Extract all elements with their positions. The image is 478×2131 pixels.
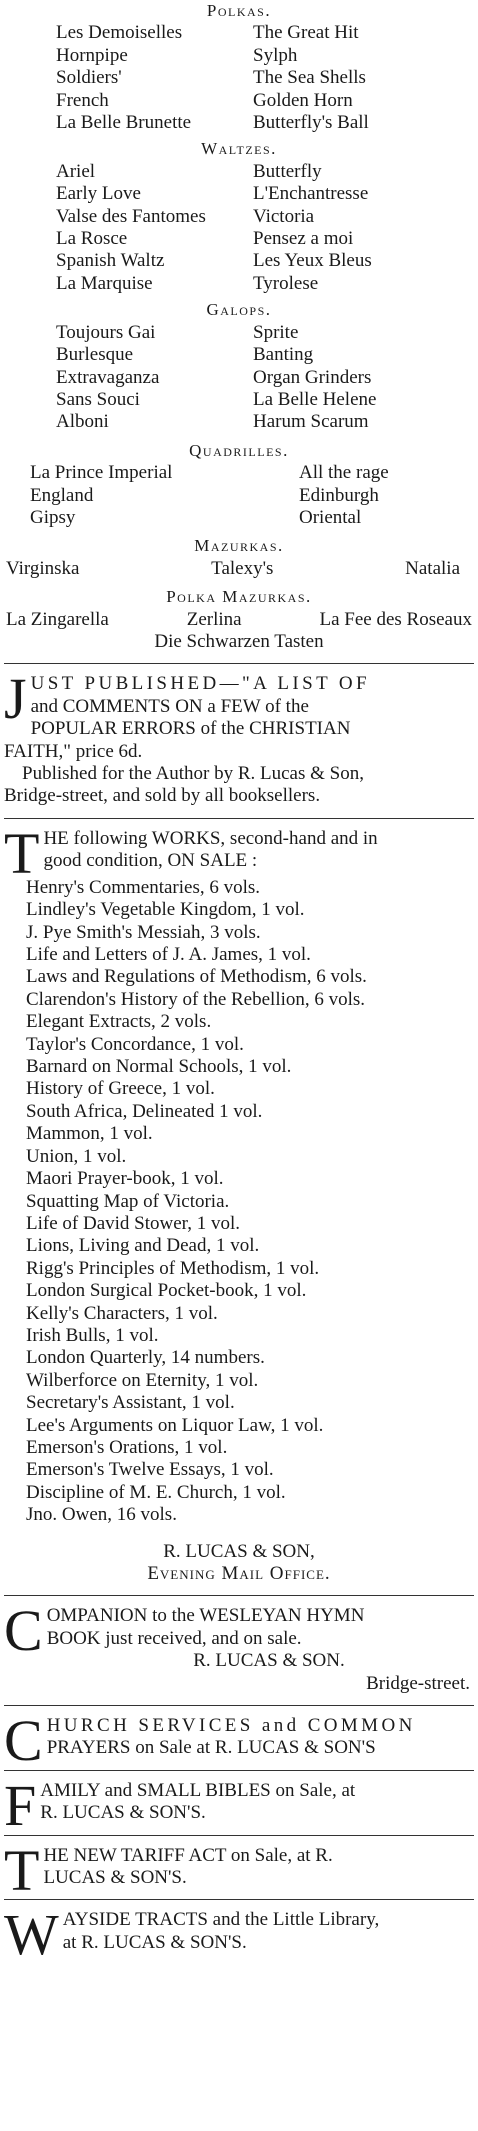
book-item: Elegant Extracts, 2 vols. [26, 1011, 212, 1033]
drop-cap: T [4, 1837, 40, 1903]
list-item: Banting [253, 344, 314, 366]
book-item: London Quarterly, 14 numbers. [26, 1347, 265, 1369]
waltzes-list [4, 161, 474, 295]
newspaper-column [4, 0, 474, 1968]
list-item: Alboni [56, 411, 109, 433]
ad-line: and COMMENTS ON a FEW of the [30, 695, 309, 717]
ad-line: Bridge-street, and sold by all booksellers. [4, 785, 321, 807]
ad-line: HE following WORKS, second-hand and in [43, 827, 378, 849]
mazurkas-heading: Mazurkas. [194, 536, 284, 556]
drop-cap: W [4, 1902, 59, 1968]
list-item: Pensez a moi [253, 228, 354, 250]
book-item: Emerson's Twelve Essays, 1 vol. [26, 1459, 274, 1481]
polkas-list [4, 22, 474, 134]
list-item: L'Enchantresse [253, 183, 369, 205]
signature-office: Evening Mail Office. [147, 1563, 331, 1584]
book-item: Maori Prayer-book, 1 vol. [26, 1168, 224, 1190]
signature-name: R. LUCAS & SON, [163, 1540, 315, 1562]
list-item: La Fee des Roseaux [319, 608, 472, 630]
waltzes-right-column [239, 161, 474, 295]
list-item: Golden Horn [253, 89, 353, 111]
polkas-left-column [4, 22, 239, 134]
divider [4, 1770, 474, 1771]
list-item: The Sea Shells [253, 67, 366, 89]
list-item: Gipsy [30, 506, 76, 528]
book-item: Clarendon's History of the Rebellion, 6 vols. [26, 988, 366, 1010]
list-item: Extravaganza [56, 366, 160, 388]
drop-cap: C [4, 1598, 43, 1664]
list-item: Early Love [56, 183, 141, 205]
book-item: Lions, Living and Dead, 1 vol. [26, 1235, 260, 1257]
ad-line: FAITH," price 6d. [4, 740, 143, 762]
ad-church-services [4, 1708, 474, 1774]
polka-mazurkas-heading: Polka Mazurkas. [166, 587, 312, 607]
divider [4, 1835, 474, 1836]
ad-family-bibles [4, 1772, 474, 1838]
list-item: La Marquise [56, 272, 153, 294]
list-item: The Great Hit [253, 22, 359, 44]
book-item: Union, 1 vol. [26, 1145, 127, 1167]
book-item: Henry's Commentaries, 6 vols. [26, 876, 261, 898]
list-item: Soldiers' [56, 67, 122, 89]
book-item: Wilberforce on Eternity, 1 vol. [26, 1369, 259, 1391]
divider [4, 1705, 474, 1706]
list-item: Oriental [299, 506, 362, 528]
polka-mazurkas-list [4, 609, 474, 631]
list-item: Die Schwarzen Tasten [154, 630, 324, 652]
list-item: Toujours Gai [56, 321, 156, 343]
waltzes-heading: Waltzes. [201, 139, 277, 159]
ad-line: BOOK just received, and on sale. [46, 1627, 302, 1649]
list-item: French [56, 89, 109, 111]
list-item: Harum Scarum [253, 411, 369, 433]
list-item: Tyrolese [253, 272, 319, 294]
list-item: Les Demoiselles [56, 22, 183, 44]
ad-line: LUCAS & SON'S. [43, 1867, 187, 1889]
list-item: Spanish Waltz [56, 250, 165, 272]
drop-cap: F [4, 1772, 37, 1838]
list-item: Talexy's [211, 557, 274, 579]
ad-line: at R. LUCAS & SON'S. [62, 1931, 247, 1953]
quadrilles-heading: Quadrilles. [189, 440, 289, 460]
book-item: Taylor's Concordance, 1 vol. [26, 1033, 244, 1055]
ad-just-published [4, 666, 474, 807]
book-item: J. Pye Smith's Messiah, 3 vols. [26, 921, 261, 943]
ad-line: AYSIDE TRACTS and the Little Library, [62, 1909, 380, 1931]
list-item: La Rosce [56, 228, 128, 250]
list-item: Valse des Fantomes [56, 205, 206, 227]
list-item: Sylph [253, 44, 298, 66]
galops-right-column [239, 322, 474, 434]
divider [4, 1899, 474, 1900]
book-item: Laws and Regulations of Methodism, 6 vols. [26, 966, 367, 988]
book-item: Discipline of M. E. Church, 1 vol. [26, 1481, 286, 1503]
ad-line: R. LUCAS & SON. [193, 1650, 345, 1672]
book-item: Emerson's Orations, 1 vol. [26, 1436, 228, 1458]
book-item: Mammon, 1 vol. [26, 1123, 153, 1145]
galops-heading: Galops. [206, 300, 272, 320]
book-item: Life of David Stower, 1 vol. [26, 1212, 241, 1234]
ad-line: UST PUBLISHED—"A LIST OF [30, 673, 370, 695]
ad-line: HURCH SERVICES and COMMON [46, 1715, 416, 1737]
list-item: Ariel [56, 160, 96, 182]
book-item: History of Greece, 1 vol. [26, 1078, 215, 1100]
book-item: Jno. Owen, 16 vols. [26, 1504, 177, 1526]
ad-line: OMPANION to the WESLEYAN HYMN [46, 1605, 365, 1627]
ad-tariff-act [4, 1837, 474, 1903]
list-item: La Belle Helene [253, 388, 377, 410]
list-item: All the rage [299, 462, 389, 484]
quadrilles-right-column [239, 462, 474, 529]
book-item: Irish Bulls, 1 vol. [26, 1324, 159, 1346]
book-item: Squatting Map of Victoria. [26, 1190, 230, 1212]
list-item: Sans Souci [56, 388, 140, 410]
list-item: Natalia [405, 557, 460, 579]
polkas-heading: Polkas. [206, 1, 272, 20]
quadrilles-left-column [4, 462, 239, 529]
list-item: Victoria [253, 205, 315, 227]
ad-line: AMILY and SMALL BIBLES on Sale, at [40, 1779, 356, 1801]
drop-cap: C [4, 1708, 43, 1774]
book-item: London Surgical Pocket-book, 1 vol. [26, 1280, 307, 1302]
book-item: Lindley's Vegetable Kingdom, 1 vol. [26, 899, 305, 921]
galops-left-column [4, 322, 239, 434]
list-item: Les Yeux Bleus [253, 250, 372, 272]
ad-companion [4, 1598, 474, 1695]
book-item: Barnard on Normal Schools, 1 vol. [26, 1056, 292, 1078]
book-item: Rigg's Principles of Methodism, 1 vol. [26, 1257, 320, 1279]
list-item: Virginska [6, 557, 80, 579]
galops-list [4, 322, 474, 434]
divider [4, 663, 474, 664]
mazurkas-list [4, 558, 474, 580]
ad-line: POPULAR ERRORS of the CHRISTIAN [30, 718, 351, 740]
drop-cap: J [4, 666, 27, 732]
book-item: Secretary's Assistant, 1 vol. [26, 1392, 235, 1414]
divider [4, 818, 474, 819]
ad-line: good condition, ON SALE : [43, 850, 258, 872]
quadrilles-list [4, 462, 474, 529]
book-item: Lee's Arguments on Liquor Law, 1 vol. [26, 1414, 324, 1436]
book-item: Life and Letters of J. A. James, 1 vol. [26, 944, 311, 966]
book-item: Kelly's Characters, 1 vol. [26, 1302, 218, 1324]
list-item: Butterfly's Ball [253, 112, 369, 134]
waltzes-left-column [4, 161, 239, 295]
polkas-right-column [239, 22, 474, 134]
ad-line: R. LUCAS & SON'S. [40, 1802, 206, 1824]
ad-line: HE NEW TARIFF ACT on Sale, at R. [43, 1844, 333, 1866]
drop-cap: T [4, 820, 40, 886]
ad-line: PRAYERS on Sale at R. LUCAS & SON'S [46, 1737, 376, 1759]
ad-wayside-tracts [4, 1902, 474, 1968]
list-item: La Prince Imperial [30, 462, 173, 484]
ad-line: Published for the Author by R. Lucas & Son, [22, 763, 364, 784]
list-item: Hornpipe [56, 44, 128, 66]
list-item: Zerlina [186, 608, 242, 630]
list-item: Edinburgh [299, 484, 379, 506]
ad-line: Bridge-street. [366, 1672, 470, 1694]
list-item: Burlesque [56, 344, 134, 366]
list-item: La Belle Brunette [56, 112, 192, 134]
list-item: Organ Grinders [253, 366, 372, 388]
list-item: Sprite [253, 321, 299, 343]
ad-works-on-sale [4, 820, 474, 1586]
list-item: England [30, 484, 94, 506]
list-item: Butterfly [253, 160, 322, 182]
list-item: La Zingarella [6, 608, 109, 630]
book-item: South Africa, Delineated 1 vol. [26, 1100, 263, 1122]
divider [4, 1595, 474, 1596]
